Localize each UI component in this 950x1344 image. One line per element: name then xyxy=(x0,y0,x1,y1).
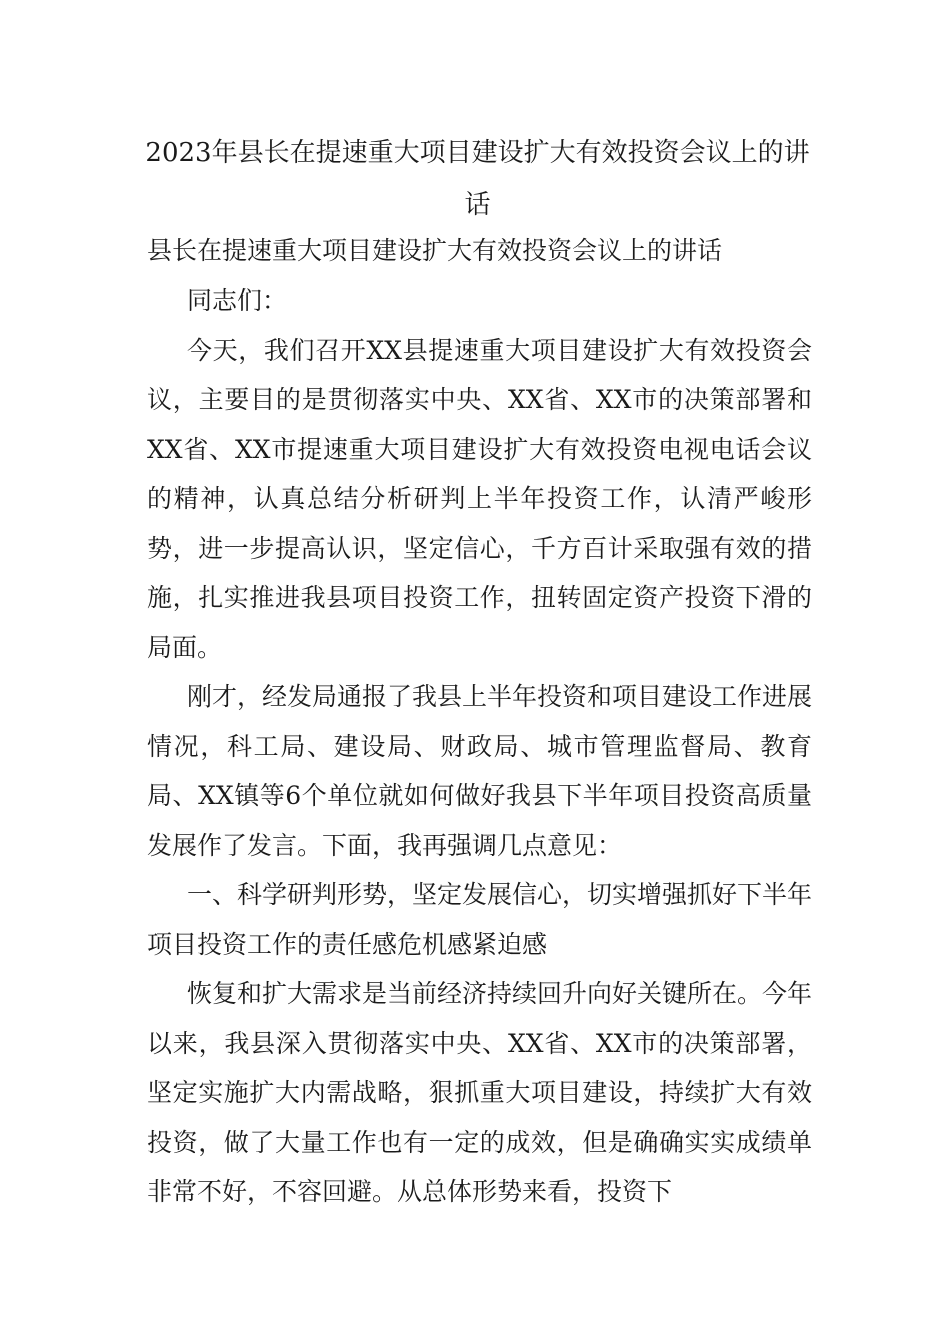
document-body xyxy=(147,276,812,1217)
salutation: 同志们： xyxy=(187,286,288,315)
paragraph: 刚才，经发局通报了我县上半年投资和项目建设工作进展情况，科工局、建设局、财政局、城市管理监督局、教育局、XX镇等6个单位就如何做好我县下半年项目投资高质量发展作了发言。下面，我再强调几点意见： xyxy=(147,682,813,860)
document-title: 2023年县长在提速重大项目建设扩大有效投资会议上的讲话 xyxy=(145,138,810,220)
paragraph: 今天，我们召开XX县提速重大项目建设扩大有效投资会议，主要目的是贯彻落实中央、XX省、XX市的决策部署和XX省、XX市提速重大项目建设扩大有效投资电视电话会议的精神，认真总结分析研判上半年投资工作，认清严峻形势，进一步提高认识，坚定信心，千方百计采取强有效的措施，扎实推进我县项目投资工作，扭转固定资产投资下滑的局面。 xyxy=(147,335,812,662)
document-subtitle: 县长在提速重大项目建设扩大有效投资会议上的讲话 xyxy=(147,236,723,265)
paragraph: 恢复和扩大需求是当前经济持续回升向好关键所在。今年以来，我县深入贯彻落实中央、XX省、XX市的决策部署，坚定实施扩大内需战略，狠抓重大项目建设，持续扩大有效投资，做了大量工作也有一定的成效，但是确确实实成绩单非常不好，不容回避。从总体形势来看，投资下 xyxy=(147,979,813,1206)
section-heading: 一、科学研判形势，坚定发展信心，切实增强抓好下半年项目投资工作的责任感危机感紧迫感 xyxy=(147,880,813,959)
